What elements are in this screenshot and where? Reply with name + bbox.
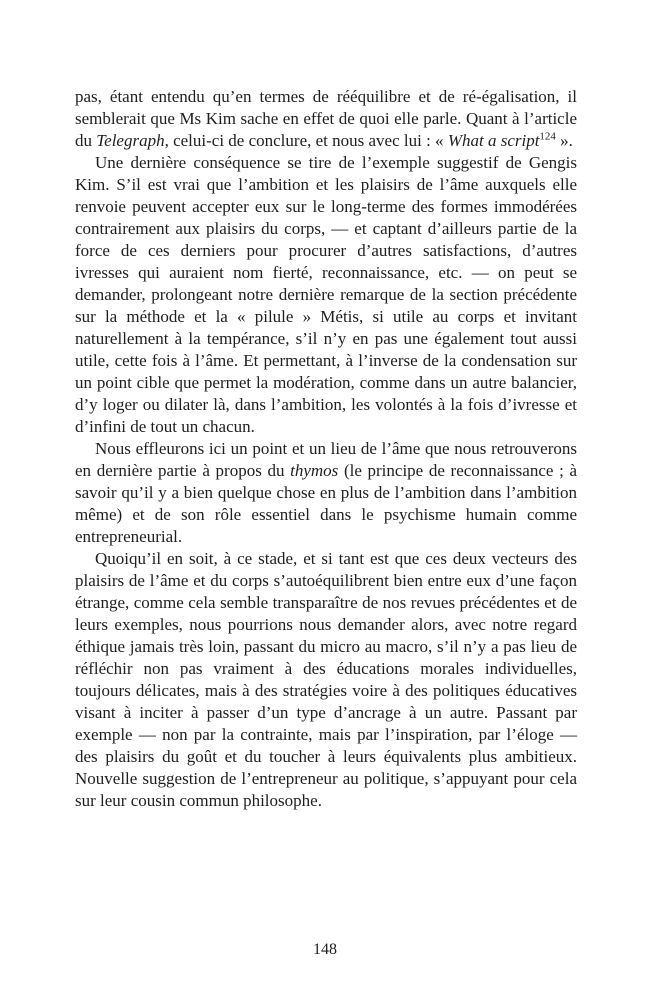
paragraph-1-text-b: , celui-ci de conclure, et nous avec lui : « (164, 131, 448, 150)
paragraph-3 (75, 438, 577, 548)
paragraph-3-text-b: (le principe de reconnaissance ; à savoir qu’il y a bien quelque chose en plus de l’ambition dans l’ambition même) et de son rôle essentiel dans le psychisme humain comme entrepreneurial. (75, 461, 577, 546)
paragraph-1-text-a: pas, étant entendu qu’en termes de rééquilibre et de ré-égalisation, il semblerait que Ms Kim sache en effet de quoi elle parle. Quant à l’article du (75, 87, 577, 150)
paragraph-1 (75, 86, 577, 152)
telegraph-title: Telegraph (96, 131, 165, 150)
page-number: 148 (313, 941, 337, 958)
page-body (75, 86, 577, 812)
footnote-ref-124[interactable]: 124 (539, 130, 556, 143)
quote-what-a-script: What a script (447, 131, 540, 150)
paragraph-3-text-a: Nous effleurons ici un point et un lieu de l’âme que nous retrouverons en dernière partie à propos du (75, 439, 577, 480)
paragraph-1-text-c: ». (555, 131, 573, 150)
thymos-term: thymos (290, 461, 339, 480)
paragraph-4: Quoiqu’il en soit, à ce stade, et si tant est que ces deux vecteurs des plaisirs de l’âme et du corps s’autoéquilibrent bien entre eux d’une façon étrange, comme cela semble transparaître de nos revues précédentes et de leurs exemples, nous pourrions nous demander alors, avec notre regard éthique jamais très loin, passant du micro au macro, s’il n’y a pas lieu de réfléchir non pas vraiment à des éducations morales individuelles, toujours délicates, mais à des stratégies voire à des politiques éducatives visant à inciter à passer d’un type d’ancrage à un autre. Passant par exemple — non par la contrainte, mais par l’inspiration, par l’éloge — des plaisirs du goût et du toucher à leurs équivalents plus ambitieux. Nouvelle suggestion de l’entrepreneur au politique, s’appuyant pour cela sur leur cousin commun philosophe. (75, 549, 577, 810)
paragraph-2: Une dernière conséquence se tire de l’exemple suggestif de Gengis Kim. S’il est vrai que l’ambition et les plaisirs de l’âme auxquels elle renvoie peuvent accepter eux sur le long-terme des formes immodérées contrairement aux plaisirs du corps, — et captant d’ailleurs partie de la force de ces derniers pour procurer d’autres satisfactions, d’autres ivresses qui auraient nom fierté, reconnaissance, etc. — on peut se demander, prolongeant notre dernière remarque de la section précédente sur la méthode et la « pilule » Métis, si utile au corps et invitant naturellement à la tempérance, s’il n’y en pas une également tout aussi utile, cette fois à l’âme. Et permettant, à l’inverse de la condensation sur un point cible que permet la modération, comme dans un autre balancier, d’y loger ou dilater là, dans l’ambition, les volontés à la fois d’ivresse et d’infini de tout un chacun. (75, 153, 577, 436)
